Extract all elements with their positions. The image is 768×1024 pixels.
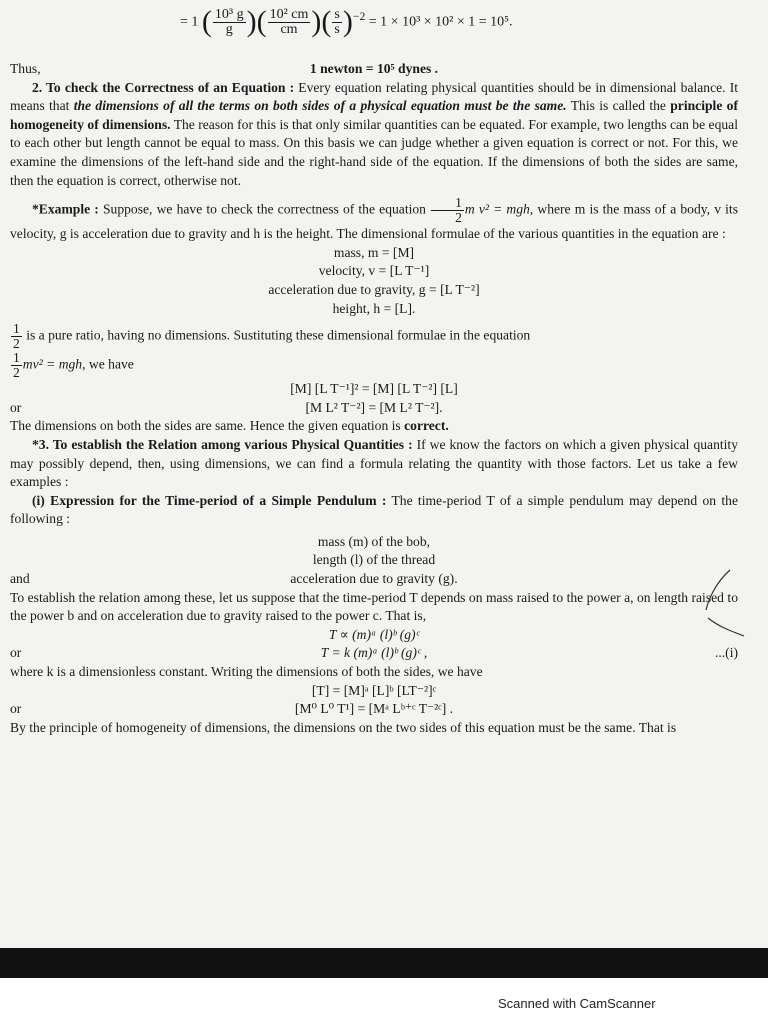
relation-paragraph: To establish the relation among these, let us suppose that the time-period T depends on mass raised to the power a, on length raised to the power b and on acceleration due to gravity raised to the power c. That is,	[10, 589, 738, 624]
dimension-equation-2: or [M⁰ L⁰ T¹] = [Mᵃ Lᵇ⁺ᶜ T⁻²ᶜ] .	[10, 701, 454, 717]
example-paragraph: *Example : Suppose, we have to check the correctness of the equation $\frac{1}{2}$ m v² = mgh, where m is the mass of a body, v its velocity, g is acceleration due to gravity and h is the height. The dimensional formulae of the various quantities in the equation are :	[10, 195, 738, 242]
section-2-paragraph: 2. To check the Correctness of an Equation : Every equation relating physical quantities should be in dimensional balance. It means that the dimensions of all the terms on both sides of a physical equation must be the same. This is called the principle of homogeneity of dimensions. The reason for this is that only similar quantities can be equated. For example, two lengths can be equal to each other but length cannot be equal to mass. On this basis we can judge whether a given equation is correct or not. For this, we examine the dimensions of the left-hand side and the right-hand side of the equation. If the dimensions of both the sides are same, then the equation is correct, otherwise not.	[10, 79, 739, 188]
fraction-length: $\frac{\text{10² cm}}{cm}$	[269, 7, 309, 37]
quantity-list	[10, 244, 738, 318]
factor-length: length (l) of the thread	[312, 552, 436, 568]
equation-i: or T = k (m)ᵃ (l)ᵇ (g)ᶜ , ...(i)	[10, 645, 738, 661]
pendulum-paragraph: (i) Expression for the Time-period of a Simple Pendulum : The time-period T of a simple pendulum may depend on the following :	[10, 492, 738, 527]
scan-bottom-edge	[0, 948, 768, 978]
fraction-time: $\frac{s}{s}$	[334, 7, 340, 37]
scanner-watermark: Scanned with CamScanner	[498, 996, 656, 1011]
where-paragraph: where k is a dimensionless constant. Writing the dimensions of both the sides, we have	[10, 664, 483, 680]
section-3-paragraph: *3. To establish the Relation among various Physical Quantities : If we know the factors on which a given physical quantity may possibly depend, then, using dimensions, we can find a formula relating the quantity with those factors. Let us take a few examples :	[10, 436, 738, 490]
quantity-height: height, h = [L].	[332, 300, 416, 316]
page-content	[10, 0, 738, 737]
substitution-eq2: or [M L² T⁻²] = [M L² T⁻²].	[10, 399, 443, 415]
proportional-equation: T ∝ (m)ᵃ (l)ᵇ (g)ᶜ	[328, 626, 420, 642]
unit-conversion-equation: = 1 ( $\frac{\text{10³ g}}{g}$ )( $\frac{\text{10² cm}}{cm}$ )( $\frac{s}{s}$ )$^{-2}$ = 1 × 10³ × 10² × 1 = 10⁵.	[180, 5, 513, 39]
quantity-velocity: velocity, v = [L T⁻¹]	[318, 263, 430, 279]
factor-list: mass (m) of the bob, length (l) of the thread and acceleration due to gravity (g).	[10, 533, 738, 589]
quantity-acceleration: acceleration due to gravity, g = [L T⁻²]	[268, 281, 480, 297]
quantity-mass: mass, m = [M]	[333, 244, 415, 260]
half-fraction: $\frac{1}{2}$	[431, 196, 464, 225]
pure-ratio-paragraph: $\frac{1}{2}$ is a pure ratio, having no dimensions. Sustituting these dimensional formulae in the equation $\frac{1}{2}$ mv² = mgh, we have	[13, 321, 531, 381]
pen-mark-decoration	[700, 566, 746, 650]
factor-gravity: acceleration due to gravity (g).	[290, 571, 458, 587]
fraction-mass: $\frac{\text{10³ g}}{g}$	[214, 7, 244, 37]
final-paragraph: By the principle of homogeneity of dimensions, the dimensions on the two sides of this equation must be the same. That is	[10, 719, 677, 735]
dimension-equation-1: [T] = [M]ᵃ [L]ᵇ [LT⁻²]ᶜ	[311, 682, 437, 698]
conclusion-paragraph: The dimensions on both the sides are same. Hence the given equation is correct.	[10, 418, 449, 434]
factor-mass: mass (m) of the bob,	[317, 533, 431, 549]
thus-line: Thus, 1 newton = 10⁵ dynes .	[10, 61, 439, 76]
substitution-eq1: [M] [L T⁻¹]² = [M] [L T⁻²] [L]	[290, 381, 458, 397]
